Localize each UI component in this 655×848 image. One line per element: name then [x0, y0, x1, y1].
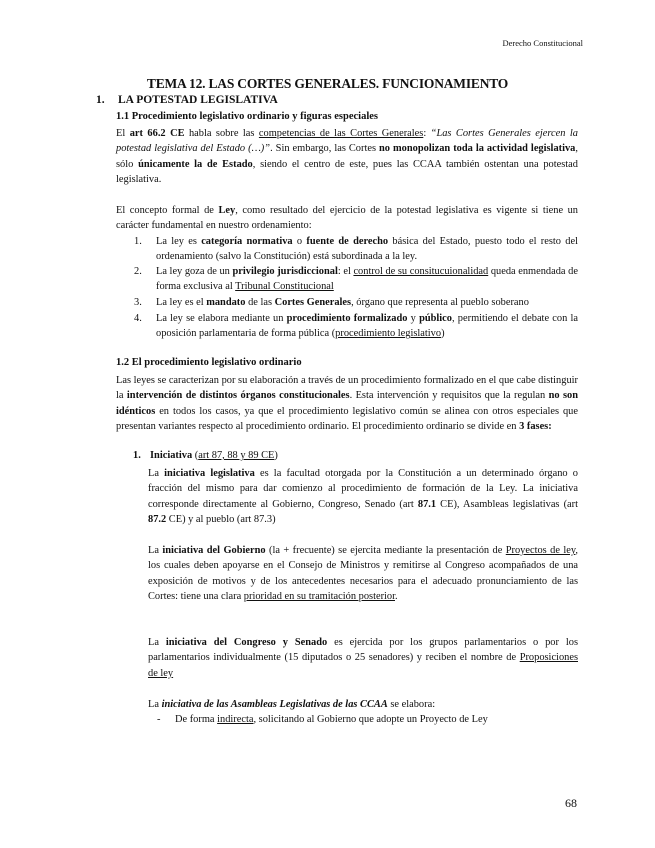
- subsection-heading-1-1: 1.1 Procedimiento legislativo ordinario y figuras especiales: [116, 111, 378, 122]
- paragraph-iniciativa-gobierno: La iniciativa del Gobierno (la + frecuente) se ejercita mediante la presentación de Proyectos de ley, los cuales deben apoyarse en el Consejo de Ministros y remitirse al Congreso acompañados de una exposición de motivos y de los antecedentes necesarios para el adecuado pronunciamiento de las Cortes: tiene una clara prioridad en su tramitación posterior.: [148, 545, 578, 602]
- paragraph-concepto-ley: El concepto formal de Ley, como resultado del ejercicio de la potestad legislativa es vigente si tiene un carácter fundamental en nuestro ordenamiento:: [116, 205, 578, 232]
- dash-list-item: - De forma indirecta, solicitando al Gobierno que adopte un Proyecto de Ley: [157, 714, 488, 725]
- running-header: Derecho Constitucional: [502, 38, 583, 48]
- page-title: TEMA 12. LAS CORTES GENERALES. FUNCIONAMIENTO: [146, 76, 509, 91]
- page-number: 68: [565, 796, 577, 810]
- section-number: 1.: [96, 94, 105, 106]
- list-item: 2. La ley goza de un privilegio jurisdiccional: el control de su consitucuionalidad queda enmendada de forma exclusiva al Tribunal Constitucional: [134, 266, 578, 293]
- list-item: 3. La ley es el mandato de las Cortes Generales, órgano que representa al pueblo soberano: [134, 297, 529, 308]
- section-title: LA POTESTAD LEGISLATIVA: [118, 94, 278, 106]
- list-item: 4. La ley se elabora mediante un procedimiento formalizado y público, permitiendo el debate con la oposición parlamentaria de forma pública (procedimiento legislativo): [134, 313, 578, 340]
- section-heading: [96, 94, 278, 106]
- paragraph-iniciativa-ccaa: La iniciativa de las Asambleas Legislativas de las CCAA se elabora:: [148, 699, 436, 710]
- paragraph-iniciativa-legislativa: La iniciativa legislativa es la facultad otorgada por la Constitución a un determinado órgano o fracción del mismo para dar comienzo al procedimiento de formación de la Ley. La iniciativa corresponde directamente al Gobierno, Congreso, Senado (art 87.1 CE), Asambleas legislativas (art 87.2 CE) y al pueblo (art 87.3): [148, 468, 579, 525]
- paragraph-procedimiento: Las leyes se caracterizan por su elaboración a través de un procedimiento formalizado en el que cabe distinguir la intervención de distintos órganos constitucionales. Esta intervención y requisitos que la regulan no son idénticos en todos los casos, ya que el procedimiento legislativo común se alinea con otros especiales que presentan variantes respecto al procedimiento ordinario. El procedimiento ordinario se divide en 3 fases:: [116, 375, 578, 432]
- paragraph-iniciativa-congreso: La iniciativa del Congreso y Senado es ejercida por los grupos parlamentarios o por los parlamentarios individualmente (15 diputados o 25 senadores) y reciben el nombre de Proposiciones de ley: [148, 637, 578, 679]
- phase-heading-iniciativa: 1. Iniciativa (art 87, 88 y 89 CE): [133, 450, 278, 461]
- paragraph-art-66: El art 66.2 CE habla sobre las competencias de las Cortes Generales: “Las Cortes Generales ejercen la potestad legislativa del Estado (…)”. Sin embargo, las Cortes no monopolizan toda la actividad legislativa, sólo únicamente la de Estado, siendo el centro de este, pues las CCAA también ostentan una potestad legislativa.: [116, 128, 578, 185]
- subsection-heading-1-2: 1.2 El procedimiento legislativo ordinario: [116, 357, 302, 368]
- list-item: 1. La ley es categoría normativa o fuente de derecho básica del Estado, puesto todo el resto del ordenamiento (salvo la Constitución) está subordinada a la ley.: [134, 236, 578, 263]
